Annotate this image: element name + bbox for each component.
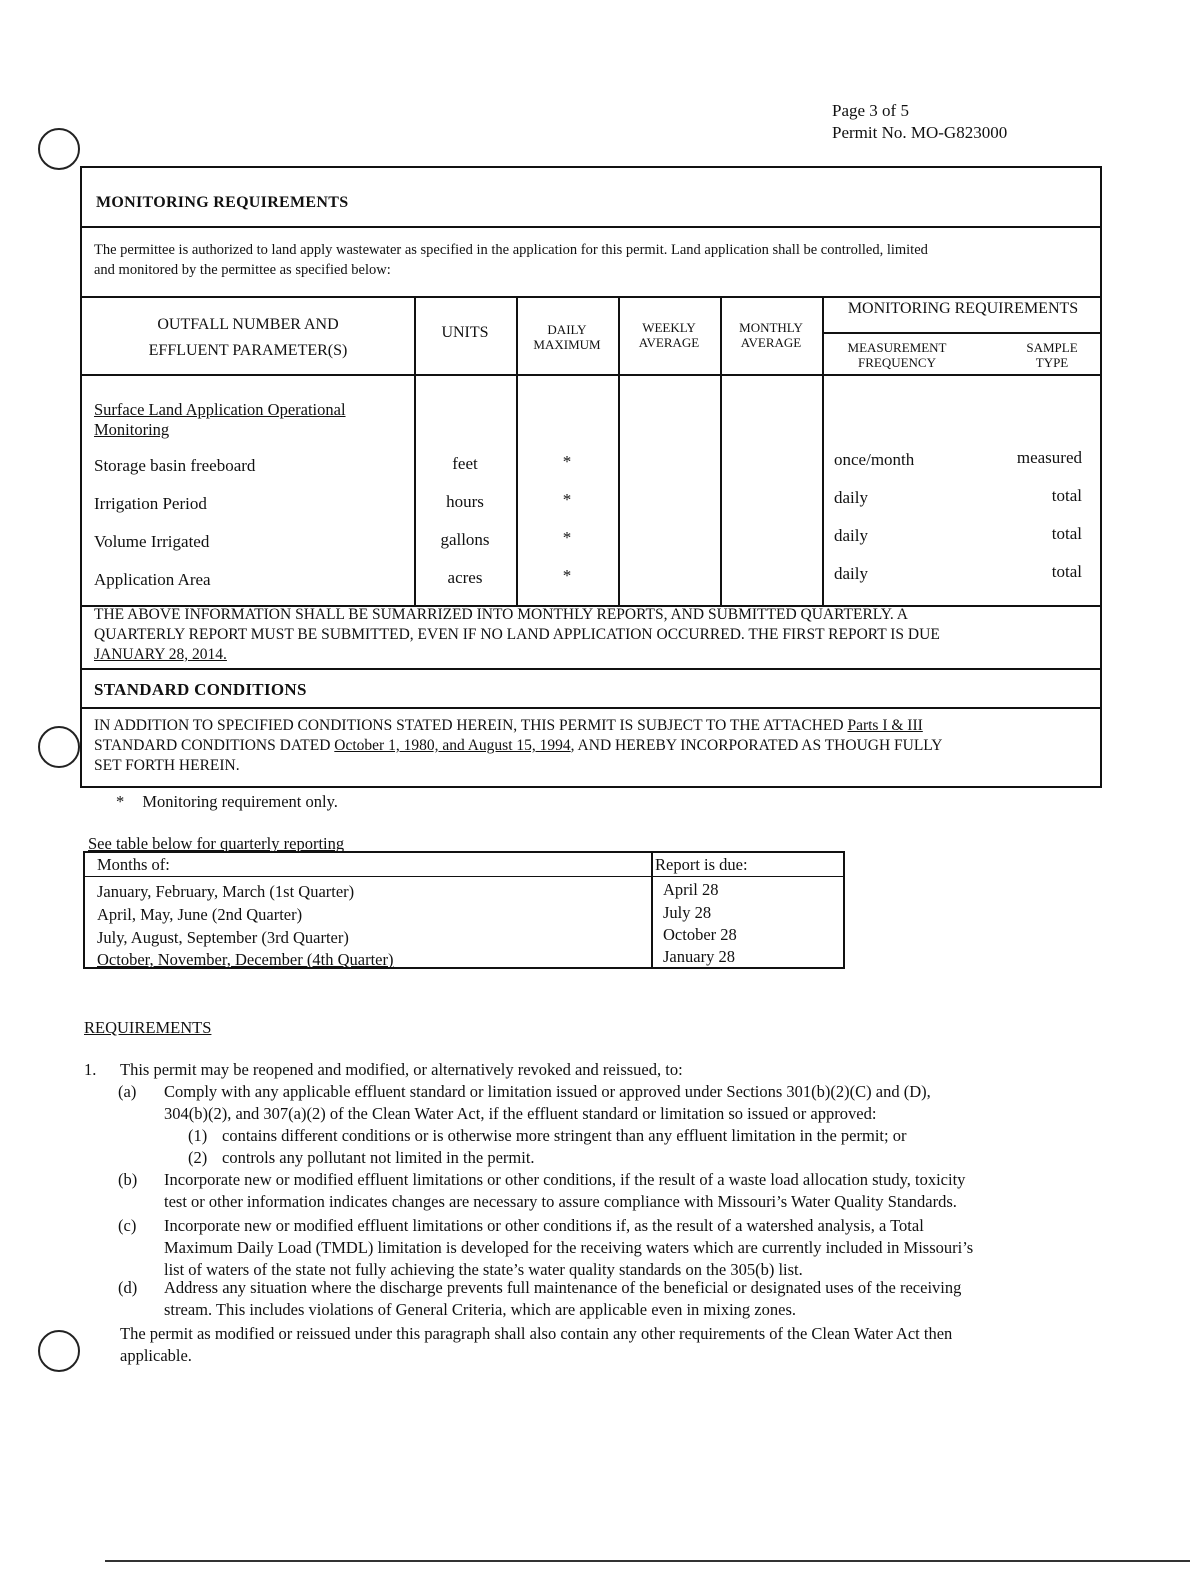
item-a2-text: controls any pollutant not limited in the permit. <box>222 1148 535 1167</box>
col-header-weekly-avg: WEEKLY AVERAGE <box>638 320 700 350</box>
item-number: 1. <box>84 1060 97 1079</box>
monitoring-requirements-box <box>80 166 1102 788</box>
quarterly-caption: See table below for quarterly reporting <box>88 834 345 853</box>
monitoring-intro: The permittee is authorized to land apply wastewater as specified in the application for this permit. Land application shall be controlled, limited and monitored by the permittee as specified below: <box>94 242 928 278</box>
table-row-param: Irrigation Period <box>94 494 207 513</box>
item-a-line1: Comply with any applicable effluent standard or limitation issued or approved under Sections 301(b)(2)(C) and (D), <box>164 1082 931 1101</box>
col-header-monitoring-req: MONITORING REQUIREMENTS <box>847 300 1079 317</box>
table-row-daily: * <box>562 566 572 585</box>
requirements-title: REQUIREMENTS <box>84 1018 212 1037</box>
item-a2-label: (2) <box>188 1148 208 1167</box>
item-d-label: (d) <box>118 1278 138 1297</box>
col-header-months: Months of: <box>97 855 170 874</box>
page-number: Page 3 of 5 <box>832 101 909 120</box>
item-a-label: (a) <box>118 1082 137 1101</box>
item-a-line2: 304(b)(2), and 307(a)(2) of the Clean Water Act, if the effluent standard or limitation so issued or approved: <box>164 1104 877 1123</box>
item-a1-text: contains different conditions or is otherwise more stringent than any effluent limitation in the permit; or <box>222 1126 907 1145</box>
table-row-daily: * <box>562 490 572 509</box>
section-label: Surface Land Application Operational Monitoring <box>94 400 346 439</box>
permit-number: Permit No. MO-G823000 <box>832 123 1008 142</box>
footnote <box>116 792 338 812</box>
item-d-line2: stream. This includes violations of General Criteria, which are applicable even in mixing zones. <box>164 1300 797 1319</box>
table-row-units: acres <box>447 568 483 587</box>
table-row-due: April 28 <box>663 880 719 899</box>
table-row-frequency: once/month <box>834 450 915 469</box>
standard-conditions-title: STANDARD CONDITIONS <box>94 680 307 699</box>
item-b-label: (b) <box>118 1170 138 1189</box>
table-row-frequency: daily <box>834 526 868 545</box>
footnote-star: * <box>116 792 125 811</box>
col-header-parameter: OUTFALL NUMBER AND EFFLUENT PARAMETER(S) <box>148 316 348 359</box>
table-row-months: July, August, September (3rd Quarter) <box>97 928 349 947</box>
table-row-sample-type: total <box>1051 486 1082 505</box>
table-row-param: Storage basin freeboard <box>94 456 256 475</box>
item-b-line2: test or other information indicates changes are necessary to assure compliance with Missouri’s Water Quality Standards. <box>164 1192 957 1211</box>
table-row-units: hours <box>446 492 484 511</box>
punch-hole-middle <box>38 726 80 768</box>
footer-rule <box>105 1560 1190 1562</box>
item-a1-label: (1) <box>188 1126 208 1145</box>
item-b-line1: Incorporate new or modified effluent limitations or other conditions, if the result of a waste load allocation study, toxicity <box>164 1170 966 1189</box>
col-header-units: UNITS <box>441 324 489 341</box>
item-c-line2: Maximum Daily Load (TMDL) limitation is developed for the receiving waters which are currently included in Missouri’s <box>164 1238 974 1257</box>
table-row-daily: * <box>562 528 572 547</box>
standard-conditions-text: IN ADDITION TO SPECIFIED CONDITIONS STATED HEREIN, THIS PERMIT IS SUBJECT TO THE ATTACHED Parts I & III STANDARD CONDITIONS DATED October 1, 1980, and August 15, 1994, AND HEREBY INCORPORATED AS THOUGH FULLY SET FORTH HEREIN. <box>94 717 943 774</box>
table-row-frequency: daily <box>834 564 868 583</box>
closing-line1: The permit as modified or reissued under this paragraph shall also contain any other requirements of the Clean Water Act then <box>120 1324 953 1343</box>
table-row-due: July 28 <box>663 903 712 922</box>
page-header <box>832 100 1007 144</box>
punch-hole-bottom <box>38 1330 80 1372</box>
summary-note: THE ABOVE INFORMATION SHALL BE SUMARRIZED INTO MONTHLY REPORTS, AND SUBMITTED QUARTERLY. A QUARTERLY REPORT MUST BE SUBMITTED, EVEN IF NO LAND APPLICATION OCCURRED. THE FIRST REPORT IS DUE JANUARY 28, 2014. <box>94 606 940 663</box>
table-row-daily: * <box>562 452 572 471</box>
monitoring-title: MONITORING REQUIREMENTS <box>96 194 349 211</box>
table-row-months: October, November, December (4th Quarter) <box>97 950 394 969</box>
table-row-units: feet <box>452 454 478 473</box>
table-row-param: Application Area <box>94 570 211 589</box>
col-header-sample-type: SAMPLE TYPE <box>1026 340 1078 370</box>
table-row-sample-type: total <box>1051 524 1082 543</box>
item-c-label: (c) <box>118 1216 137 1235</box>
item-d-line1: Address any situation where the discharge prevents full maintenance of the beneficial or designated uses of the receiving <box>164 1278 962 1297</box>
table-row-frequency: daily <box>834 488 868 507</box>
table-row-sample-type: measured <box>1016 448 1082 467</box>
footnote-text: Monitoring requirement only. <box>142 792 338 811</box>
item-intro: This permit may be reopened and modified, or alternatively revoked and reissued, to: <box>120 1060 683 1079</box>
col-header-due: Report is due: <box>655 855 748 874</box>
table-row-months: January, February, March (1st Quarter) <box>97 882 355 901</box>
col-header-frequency: MEASUREMENT FREQUENCY <box>847 340 947 370</box>
table-row-param: Volume Irrigated <box>94 532 210 551</box>
col-header-monthly-avg: MONTHLY AVERAGE <box>739 320 803 350</box>
col-header-daily-max: DAILY MAXIMUM <box>533 322 601 352</box>
closing-line2: applicable. <box>120 1346 192 1365</box>
table-row-units: gallons <box>440 530 490 549</box>
item-c-line3: list of waters of the state not fully achieving the state’s water quality standards on the 305(b) list. <box>164 1260 803 1279</box>
punch-hole-top <box>38 128 80 170</box>
table-row-due: January 28 <box>663 947 735 966</box>
quarterly-table <box>83 851 845 969</box>
table-row-months: April, May, June (2nd Quarter) <box>97 905 303 924</box>
table-row-due: October 28 <box>663 925 737 944</box>
item-c-line1: Incorporate new or modified effluent limitations or other conditions if, as the result of a watershed analysis, a Total <box>164 1216 924 1235</box>
table-row-sample-type: total <box>1051 562 1082 581</box>
